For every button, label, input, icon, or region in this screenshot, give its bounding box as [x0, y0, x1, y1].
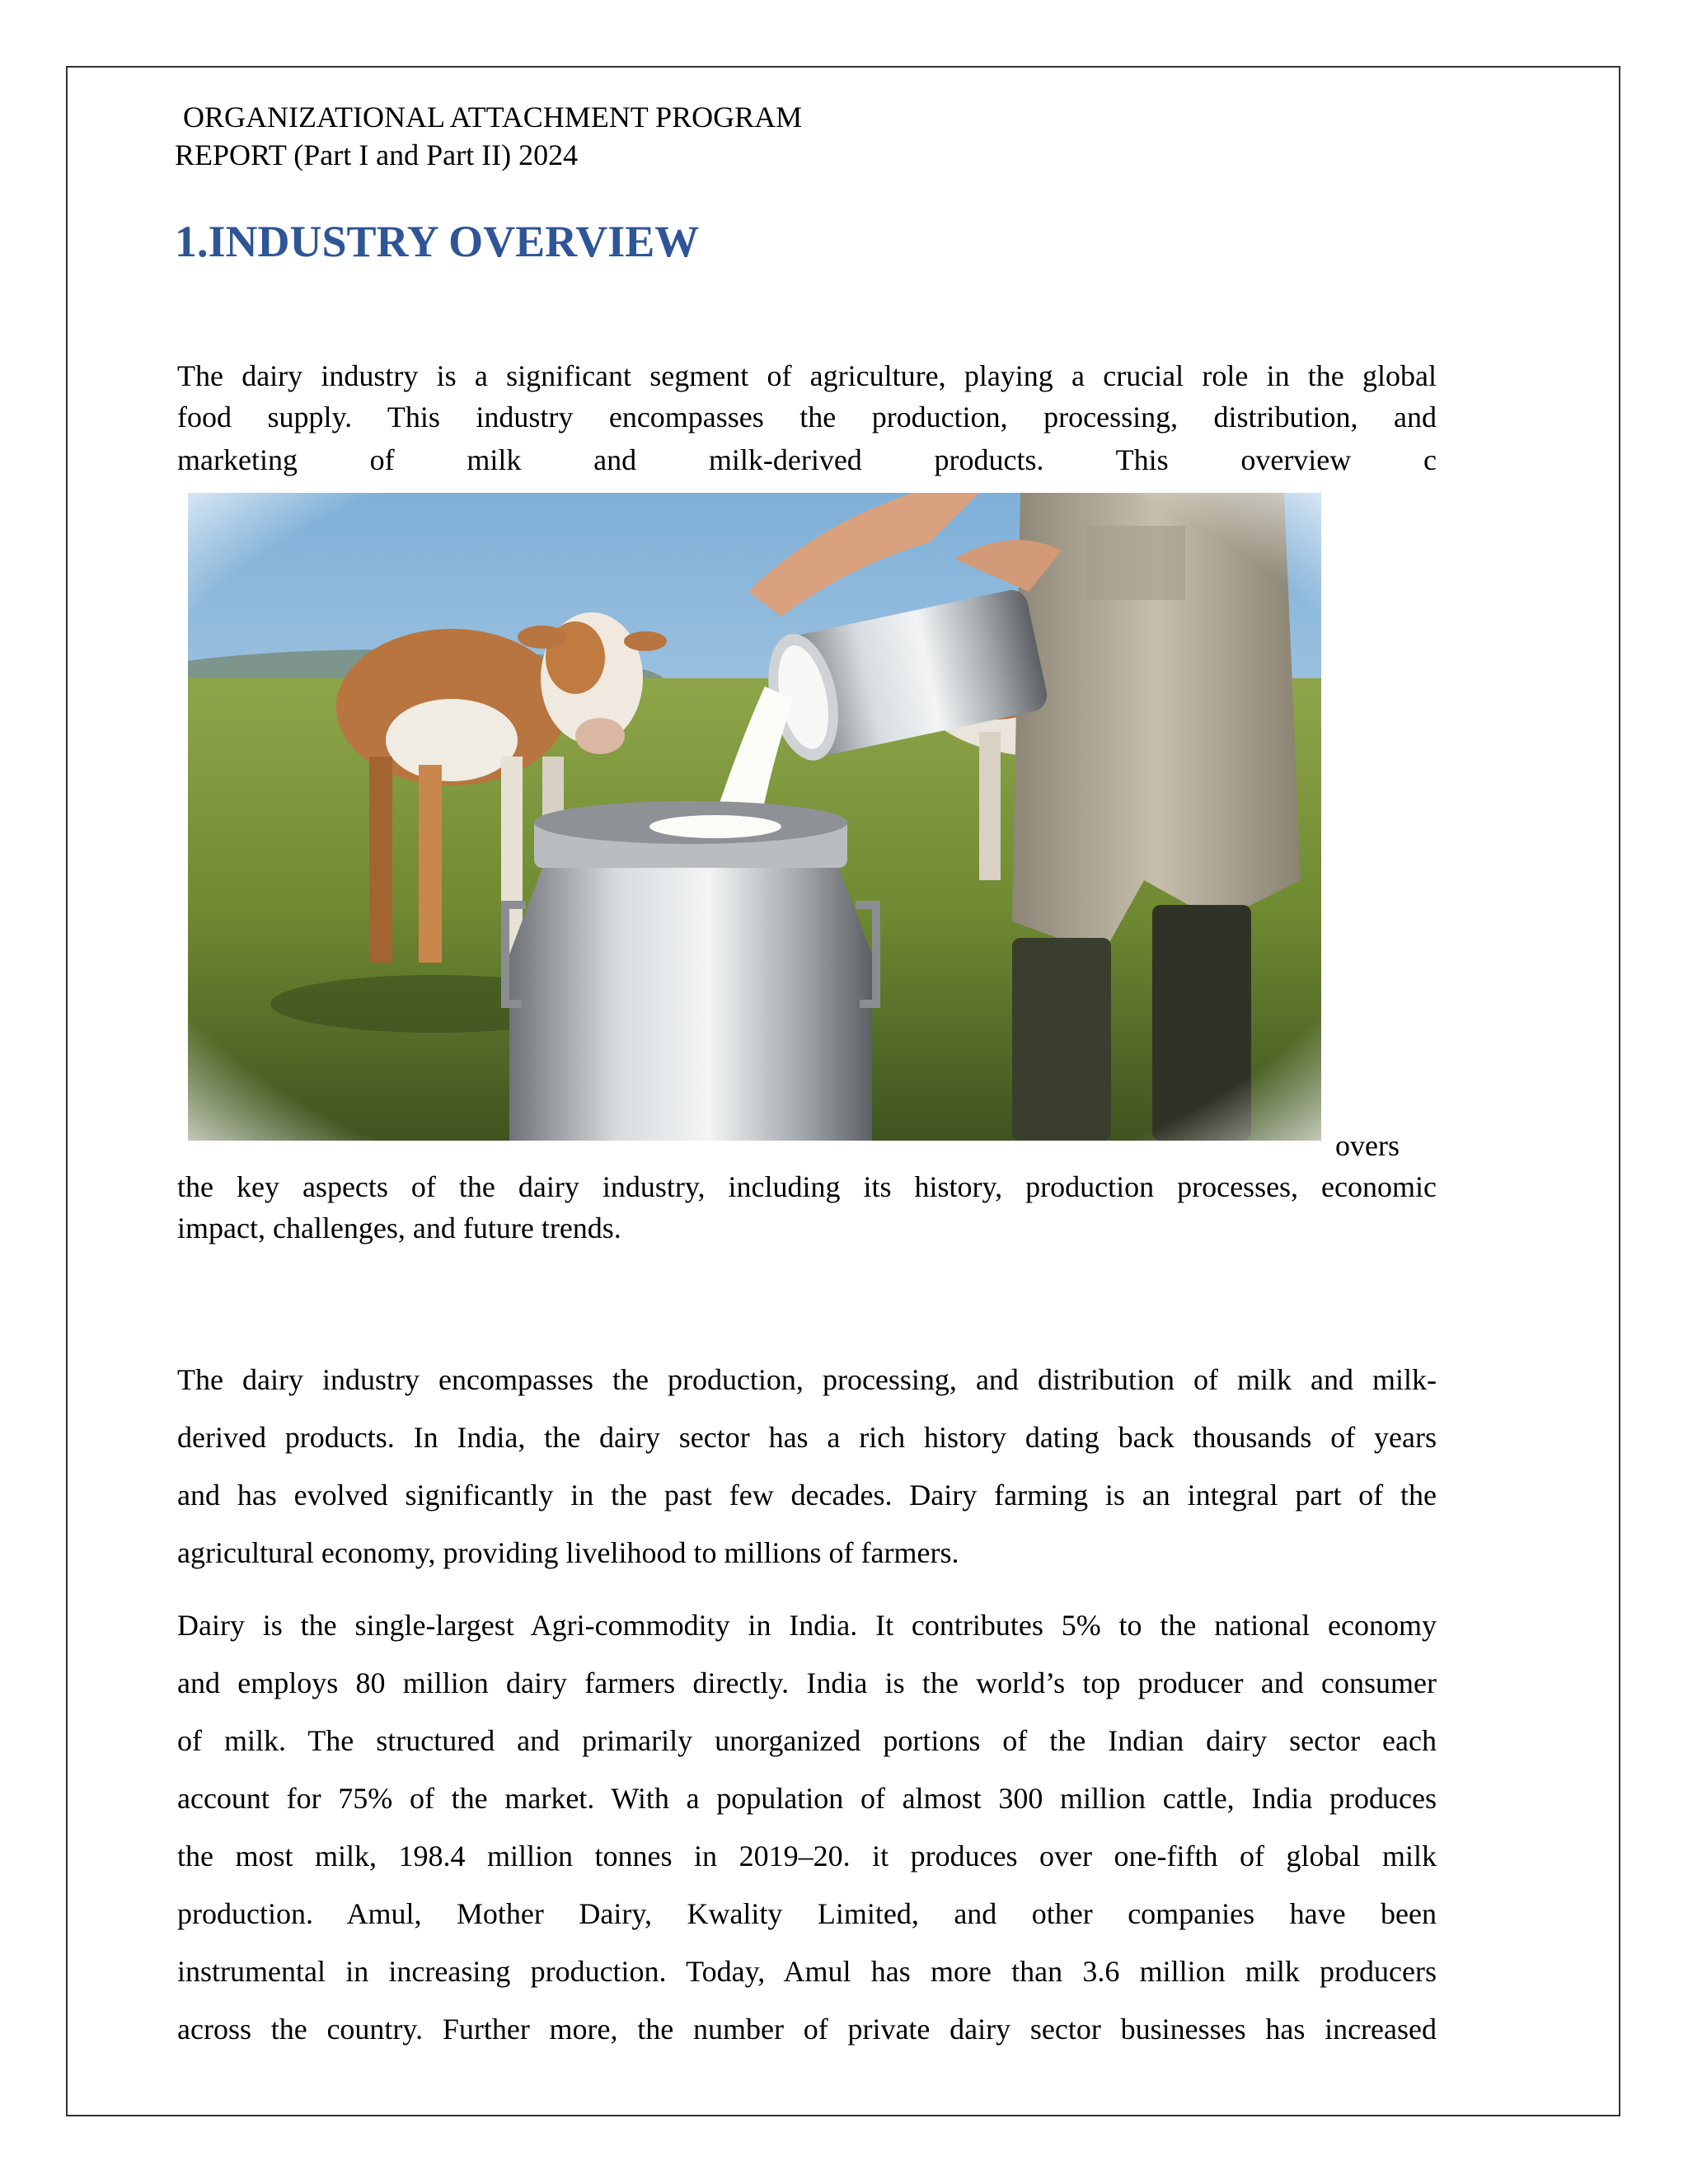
paragraph-3-line: account for 75% of the market. With a population of almost 300 million cattle, India produces: [177, 1782, 1437, 1815]
paragraph-3-line: the most milk, 198.4 million tonnes in 2019–20. it produces over one-fifth of global milk: [177, 1840, 1437, 1872]
report-header-line-2: REPORT (Part I and Part II) 2024: [175, 138, 579, 171]
paragraph-2-line: agricultural economy, providing livelihood to millions of farmers.: [177, 1536, 959, 1569]
paragraph-2-line: and has evolved significantly in the past few decades. Dairy farming is an integral part of the: [177, 1479, 1437, 1511]
paragraph-1-line: marketing of milk and milk-derived products. This overview c: [177, 443, 1437, 476]
paragraph-2-line: derived products. In India, the dairy sector has a rich history dating back thousands of years: [177, 1421, 1437, 1454]
paragraph-3-line: instrumental in increasing production. Today, Amul has more than 3.6 million milk producers: [177, 1955, 1437, 1988]
paragraph-1-line: food supply. This industry encompasses the production, processing, distribution, and: [177, 401, 1437, 434]
paragraph-3-line: Dairy is the single-largest Agri-commodity in India. It contributes 5% to the national economy: [177, 1609, 1437, 1642]
paragraph-3-line: production. Amul, Mother Dairy, Kwality Limited, and other companies have been: [177, 1897, 1437, 1930]
report-header-line-1: ORGANIZATIONAL ATTACHMENT PROGRAM: [183, 101, 803, 134]
paragraph-1-line: The dairy industry is a significant segment of agriculture, playing a crucial role in the global: [177, 359, 1437, 392]
paragraph-3-line: across the country. Further more, the number of private dairy sector businesses has increased: [177, 2013, 1437, 2046]
paragraph-1-line: the key aspects of the dairy industry, including its history, production processes, economic: [177, 1170, 1437, 1203]
paragraph-1-line: impact, challenges, and future trends.: [177, 1212, 621, 1244]
dairy-farm-photo: [188, 493, 1321, 1141]
section-heading: 1.INDUSTRY OVERVIEW: [175, 217, 700, 266]
paragraph-1-wrap-fragment: overs: [1335, 1129, 1400, 1162]
paragraph-2-line: The dairy industry encompasses the production, processing, and distribution of milk and milk-: [177, 1363, 1437, 1396]
paragraph-3-line: of milk. The structured and primarily unorganized portions of the Indian dairy sector each: [177, 1724, 1437, 1757]
paragraph-3-line: and employs 80 million dairy farmers directly. India is the world’s top producer and consumer: [177, 1666, 1437, 1699]
